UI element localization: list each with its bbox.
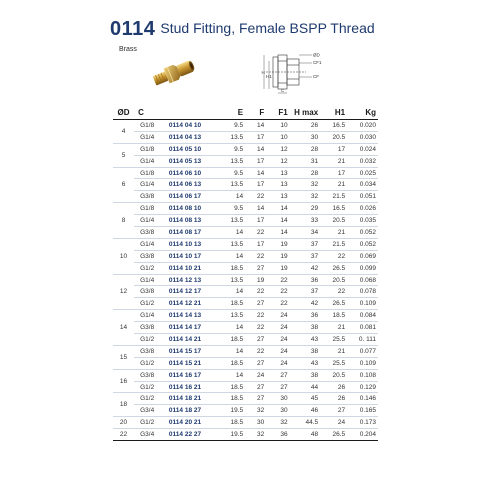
- table-row: [113, 250, 378, 262]
- cell-od: 8: [113, 203, 134, 239]
- cell-kg: 0.052: [345, 238, 378, 250]
- cell-hmax: 42: [288, 262, 318, 274]
- product-title: Stud Fitting, Female BSPP Thread: [160, 20, 375, 36]
- cell-c: G1/4: [134, 215, 167, 227]
- cell-od: 22: [113, 429, 134, 441]
- cell-c: G1/8: [134, 167, 167, 179]
- cell-hmax: 43: [288, 334, 318, 346]
- cell-f: 17: [243, 155, 264, 167]
- cell-f: 27: [243, 262, 264, 274]
- table-row: [113, 143, 378, 155]
- label-c: C: [281, 88, 285, 93]
- cell-e: 9.5: [216, 143, 243, 155]
- cell-kg: 0.173: [345, 417, 378, 429]
- cell-f1: 13: [264, 179, 287, 191]
- cell-f: 27: [243, 381, 264, 393]
- cell-hmax: 38: [288, 345, 318, 357]
- cell-h1: 20.5: [318, 131, 345, 143]
- cell-h1: 25.5: [318, 334, 345, 346]
- cell-f1: 24: [264, 357, 287, 369]
- cell-e: 9.5: [216, 120, 243, 132]
- cell-h1: 26: [318, 381, 345, 393]
- cell-c: G1/8: [134, 120, 167, 132]
- cell-hmax: 34: [288, 227, 318, 239]
- cell-f: 22: [243, 345, 264, 357]
- cell-e: 13.5: [216, 274, 243, 286]
- cell-f1: 27: [264, 369, 287, 381]
- cell-f1: 36: [264, 429, 287, 441]
- cell-f: 14: [243, 143, 264, 155]
- cell-od: 14: [113, 310, 134, 346]
- cell-code: 0114 12 21: [167, 298, 216, 310]
- cell-f: 32: [243, 405, 264, 417]
- label-h: H: [261, 70, 265, 75]
- cell-kg: 0.078: [345, 286, 378, 298]
- cell-f: 22: [243, 322, 264, 334]
- table-row: [113, 298, 378, 310]
- cell-f1: 27: [264, 381, 287, 393]
- cell-hmax: 44.5: [288, 417, 318, 429]
- cell-f: 27: [243, 298, 264, 310]
- cell-e: 14: [216, 345, 243, 357]
- cell-h1: 26.5: [318, 429, 345, 441]
- cell-e: 18.5: [216, 262, 243, 274]
- cell-c: G1/8: [134, 203, 167, 215]
- cell-hmax: 31: [288, 155, 318, 167]
- cell-c: G1/4: [134, 274, 167, 286]
- cell-f1: 24: [264, 310, 287, 322]
- cell-f: 17: [243, 215, 264, 227]
- cell-kg: 0.030: [345, 131, 378, 143]
- table-row: [113, 405, 378, 417]
- cell-e: 9.5: [216, 167, 243, 179]
- cell-kg: 0.108: [345, 369, 378, 381]
- cell-code: 0114 20 21: [167, 417, 216, 429]
- col-c: C: [134, 106, 167, 120]
- cell-code: 0114 04 13: [167, 131, 216, 143]
- cell-code: 0114 12 17: [167, 286, 216, 298]
- table-row: [113, 286, 378, 298]
- cell-f: 17: [243, 131, 264, 143]
- cell-f: 22: [243, 250, 264, 262]
- cell-f: 22: [243, 310, 264, 322]
- cell-h1: 21: [318, 179, 345, 191]
- table-row: [113, 274, 378, 286]
- cell-kg: 0.034: [345, 179, 378, 191]
- cell-f: 27: [243, 393, 264, 405]
- table-row: [113, 227, 378, 239]
- table-row: [113, 429, 378, 441]
- cell-code: 0114 08 10: [167, 203, 216, 215]
- cell-f1: 19: [264, 238, 287, 250]
- cell-kg: 0.146: [345, 393, 378, 405]
- cell-f1: 13: [264, 191, 287, 203]
- cell-od: 6: [113, 167, 134, 203]
- cell-hmax: 38: [288, 369, 318, 381]
- specs-table: [113, 106, 378, 441]
- table-row: [113, 322, 378, 334]
- cell-code: 0114 08 13: [167, 215, 216, 227]
- cell-kg: 0.035: [345, 215, 378, 227]
- table-row: [113, 334, 378, 346]
- cell-hmax: 28: [288, 143, 318, 155]
- cell-f1: 24: [264, 345, 287, 357]
- cell-kg: 0.024: [345, 143, 378, 155]
- cell-e: 13.5: [216, 310, 243, 322]
- cell-kg: 0.081: [345, 322, 378, 334]
- cell-f1: 14: [264, 227, 287, 239]
- cell-kg: 0.020: [345, 120, 378, 132]
- col-kg: Kg: [345, 106, 378, 120]
- col-od: ØD: [113, 106, 134, 120]
- cell-c: G1/2: [134, 393, 167, 405]
- table-row: [113, 369, 378, 381]
- cell-code: 0114 18 27: [167, 405, 216, 417]
- cell-code: 0114 14 13: [167, 310, 216, 322]
- cell-c: G3/4: [134, 429, 167, 441]
- cell-e: 14: [216, 250, 243, 262]
- cell-hmax: 26: [288, 120, 318, 132]
- cell-code: 0114 14 21: [167, 334, 216, 346]
- cell-hmax: 46: [288, 405, 318, 417]
- table-row: [113, 215, 378, 227]
- cell-f1: 12: [264, 155, 287, 167]
- cell-hmax: 28: [288, 167, 318, 179]
- cell-e: 13.5: [216, 179, 243, 191]
- cell-e: 13.5: [216, 215, 243, 227]
- table-row: [113, 417, 378, 429]
- cell-f1: 30: [264, 405, 287, 417]
- cell-h1: 25.5: [318, 357, 345, 369]
- cell-od: 10: [113, 238, 134, 274]
- cell-h1: 21.5: [318, 191, 345, 203]
- table-row: [113, 191, 378, 203]
- table-row: [113, 179, 378, 191]
- cell-hmax: 37: [288, 286, 318, 298]
- cell-f1: 10: [264, 131, 287, 143]
- cell-e: 14: [216, 227, 243, 239]
- cell-f1: 22: [264, 286, 287, 298]
- cell-kg: 0.129: [345, 381, 378, 393]
- cell-e: 18.5: [216, 393, 243, 405]
- cell-e: 14: [216, 322, 243, 334]
- cell-c: G3/8: [134, 191, 167, 203]
- cell-od: 5: [113, 143, 134, 167]
- cell-f1: 30: [264, 393, 287, 405]
- cell-code: 0114 06 10: [167, 167, 216, 179]
- cell-e: 9.5: [216, 203, 243, 215]
- cell-e: 18.5: [216, 298, 243, 310]
- cell-f: 27: [243, 357, 264, 369]
- cell-code: 0114 10 17: [167, 250, 216, 262]
- cell-od: 12: [113, 274, 134, 310]
- cell-e: 14: [216, 369, 243, 381]
- cell-c: G1/2: [134, 357, 167, 369]
- table-row: [113, 262, 378, 274]
- cell-h1: 21.5: [318, 238, 345, 250]
- cell-f1: 24: [264, 334, 287, 346]
- cell-od: 18: [113, 393, 134, 417]
- cell-f1: 14: [264, 203, 287, 215]
- cell-kg: 0.084: [345, 310, 378, 322]
- cell-c: G1/4: [134, 179, 167, 191]
- cell-c: G1/2: [134, 417, 167, 429]
- cell-h1: 26: [318, 393, 345, 405]
- cell-code: 0114 10 13: [167, 238, 216, 250]
- cell-code: 0114 05 10: [167, 143, 216, 155]
- label-cf: CF: [313, 74, 319, 79]
- cell-kg: 0.109: [345, 298, 378, 310]
- cell-f: 30: [243, 417, 264, 429]
- col-f1: F1: [264, 106, 287, 120]
- cell-h1: 27: [318, 405, 345, 417]
- cell-hmax: 33: [288, 215, 318, 227]
- cell-e: 18.5: [216, 357, 243, 369]
- cell-hmax: 29: [288, 203, 318, 215]
- cell-hmax: 32: [288, 179, 318, 191]
- fitting-photo: [148, 55, 200, 91]
- cell-h1: 21: [318, 322, 345, 334]
- cell-f: 32: [243, 429, 264, 441]
- cell-kg: 0.068: [345, 274, 378, 286]
- cell-e: 14: [216, 191, 243, 203]
- cell-f1: 10: [264, 120, 287, 132]
- label-h1: H1: [266, 74, 272, 79]
- cell-h1: 20.5: [318, 215, 345, 227]
- table-row: [113, 238, 378, 250]
- product-code: 0114: [110, 18, 156, 40]
- cell-hmax: 30: [288, 131, 318, 143]
- cell-c: G3/8: [134, 322, 167, 334]
- cell-code: 0114 22 27: [167, 429, 216, 441]
- cell-c: G3/8: [134, 227, 167, 239]
- cell-e: 13.5: [216, 155, 243, 167]
- cell-f: 17: [243, 238, 264, 250]
- cell-hmax: 36: [288, 310, 318, 322]
- cell-hmax: 48: [288, 429, 318, 441]
- cell-h1: 16.5: [318, 203, 345, 215]
- cell-kg: 0.026: [345, 203, 378, 215]
- cell-hmax: 37: [288, 238, 318, 250]
- cell-c: G1/2: [134, 334, 167, 346]
- cell-code: 0114 16 17: [167, 369, 216, 381]
- material-label: Brass: [119, 46, 137, 53]
- cell-code: 0114 14 17: [167, 322, 216, 334]
- table-row: [113, 393, 378, 405]
- table-row: [113, 155, 378, 167]
- cell-kg: 0.099: [345, 262, 378, 274]
- cell-hmax: 38: [288, 322, 318, 334]
- label-cf1: CF1: [313, 60, 322, 65]
- cell-od: 15: [113, 345, 134, 369]
- table-row: [113, 203, 378, 215]
- cell-h1: 26.5: [318, 298, 345, 310]
- cell-c: G3/8: [134, 286, 167, 298]
- cell-f1: 19: [264, 250, 287, 262]
- cell-c: G3/8: [134, 369, 167, 381]
- cell-f: 17: [243, 179, 264, 191]
- cell-h1: 24: [318, 417, 345, 429]
- label-od: ØD: [313, 52, 320, 58]
- cell-kg: 0.165: [345, 405, 378, 417]
- table-row: [113, 310, 378, 322]
- cell-hmax: 42: [288, 298, 318, 310]
- cell-h1: 21: [318, 345, 345, 357]
- cell-hmax: 43: [288, 357, 318, 369]
- cell-f: 24: [243, 369, 264, 381]
- cell-c: G1/2: [134, 381, 167, 393]
- cell-f: 14: [243, 167, 264, 179]
- cell-e: 14: [216, 286, 243, 298]
- cell-hmax: 37: [288, 250, 318, 262]
- cell-c: G1/2: [134, 298, 167, 310]
- table-row: [113, 381, 378, 393]
- cell-kg: 0. 111: [345, 334, 378, 346]
- col-hmax: H max: [288, 106, 318, 120]
- cell-h1: 16.5: [318, 120, 345, 132]
- cell-od: 4: [113, 120, 134, 144]
- table-header-row: [113, 106, 378, 120]
- cell-c: G1/4: [134, 238, 167, 250]
- cell-f1: 24: [264, 322, 287, 334]
- cell-c: G1/4: [134, 155, 167, 167]
- col-e: E: [216, 106, 243, 120]
- cell-hmax: 36: [288, 274, 318, 286]
- cell-kg: 0.032: [345, 155, 378, 167]
- cell-kg: 0.051: [345, 191, 378, 203]
- page-header: [110, 18, 375, 40]
- cell-e: 18.5: [216, 381, 243, 393]
- table-row: [113, 131, 378, 143]
- cell-h1: 20.5: [318, 369, 345, 381]
- cell-code: 0114 06 13: [167, 179, 216, 191]
- cell-h1: 21: [318, 155, 345, 167]
- col-h1: H1: [318, 106, 345, 120]
- cell-h1: 22: [318, 286, 345, 298]
- cell-c: G1/2: [134, 262, 167, 274]
- cell-hmax: 44: [288, 381, 318, 393]
- cell-code: 0114 10 21: [167, 262, 216, 274]
- cell-c: G3/4: [134, 405, 167, 417]
- col-f: F: [243, 106, 264, 120]
- cell-kg: 0.052: [345, 227, 378, 239]
- table-row: [113, 357, 378, 369]
- cell-kg: 0.069: [345, 250, 378, 262]
- cell-f1: 12: [264, 143, 287, 155]
- cell-h1: 22: [318, 250, 345, 262]
- cell-e: 13.5: [216, 131, 243, 143]
- cell-code: 0114 08 17: [167, 227, 216, 239]
- table-row: [113, 120, 378, 132]
- table-row: [113, 345, 378, 357]
- cell-code: 0114 12 13: [167, 274, 216, 286]
- cell-c: G1/4: [134, 310, 167, 322]
- table-row: [113, 167, 378, 179]
- cell-code: 0114 05 13: [167, 155, 216, 167]
- col-code: [167, 106, 216, 120]
- cell-h1: 26.5: [318, 262, 345, 274]
- cell-f1: 19: [264, 262, 287, 274]
- cell-f1: 32: [264, 417, 287, 429]
- cell-kg: 0.109: [345, 357, 378, 369]
- cell-c: G1/8: [134, 143, 167, 155]
- cell-od: 20: [113, 417, 134, 429]
- cell-code: 0114 15 21: [167, 357, 216, 369]
- cell-c: G1/4: [134, 131, 167, 143]
- cell-kg: 0.025: [345, 167, 378, 179]
- cell-kg: 0.077: [345, 345, 378, 357]
- cell-e: 18.5: [216, 334, 243, 346]
- cell-c: G3/8: [134, 250, 167, 262]
- cell-h1: 17: [318, 167, 345, 179]
- cell-f: 19: [243, 274, 264, 286]
- cell-hmax: 32: [288, 191, 318, 203]
- cell-code: 0114 06 17: [167, 191, 216, 203]
- cell-od: 16: [113, 369, 134, 393]
- cell-h1: 21: [318, 227, 345, 239]
- cell-e: 19.5: [216, 405, 243, 417]
- cell-f1: 22: [264, 298, 287, 310]
- cell-code: 0114 18 21: [167, 393, 216, 405]
- cell-e: 18.5: [216, 417, 243, 429]
- cell-code: 0114 16 21: [167, 381, 216, 393]
- cell-f: 22: [243, 286, 264, 298]
- cell-c: G3/8: [134, 345, 167, 357]
- cell-f1: 14: [264, 215, 287, 227]
- cell-h1: 20.5: [318, 274, 345, 286]
- cell-f: 22: [243, 191, 264, 203]
- cell-h1: 18.5: [318, 310, 345, 322]
- cell-hmax: 45: [288, 393, 318, 405]
- cell-kg: 0.204: [345, 429, 378, 441]
- cell-f: 27: [243, 334, 264, 346]
- cell-h1: 17: [318, 143, 345, 155]
- cell-e: 13.5: [216, 238, 243, 250]
- cell-f: 14: [243, 203, 264, 215]
- cell-code: 0114 04 10: [167, 120, 216, 132]
- cell-f: 22: [243, 227, 264, 239]
- cell-f1: 13: [264, 167, 287, 179]
- cell-f1: 22: [264, 274, 287, 286]
- cell-e: 19.5: [216, 429, 243, 441]
- technical-drawing: [256, 47, 328, 95]
- cell-f: 14: [243, 120, 264, 132]
- cell-code: 0114 15 17: [167, 345, 216, 357]
